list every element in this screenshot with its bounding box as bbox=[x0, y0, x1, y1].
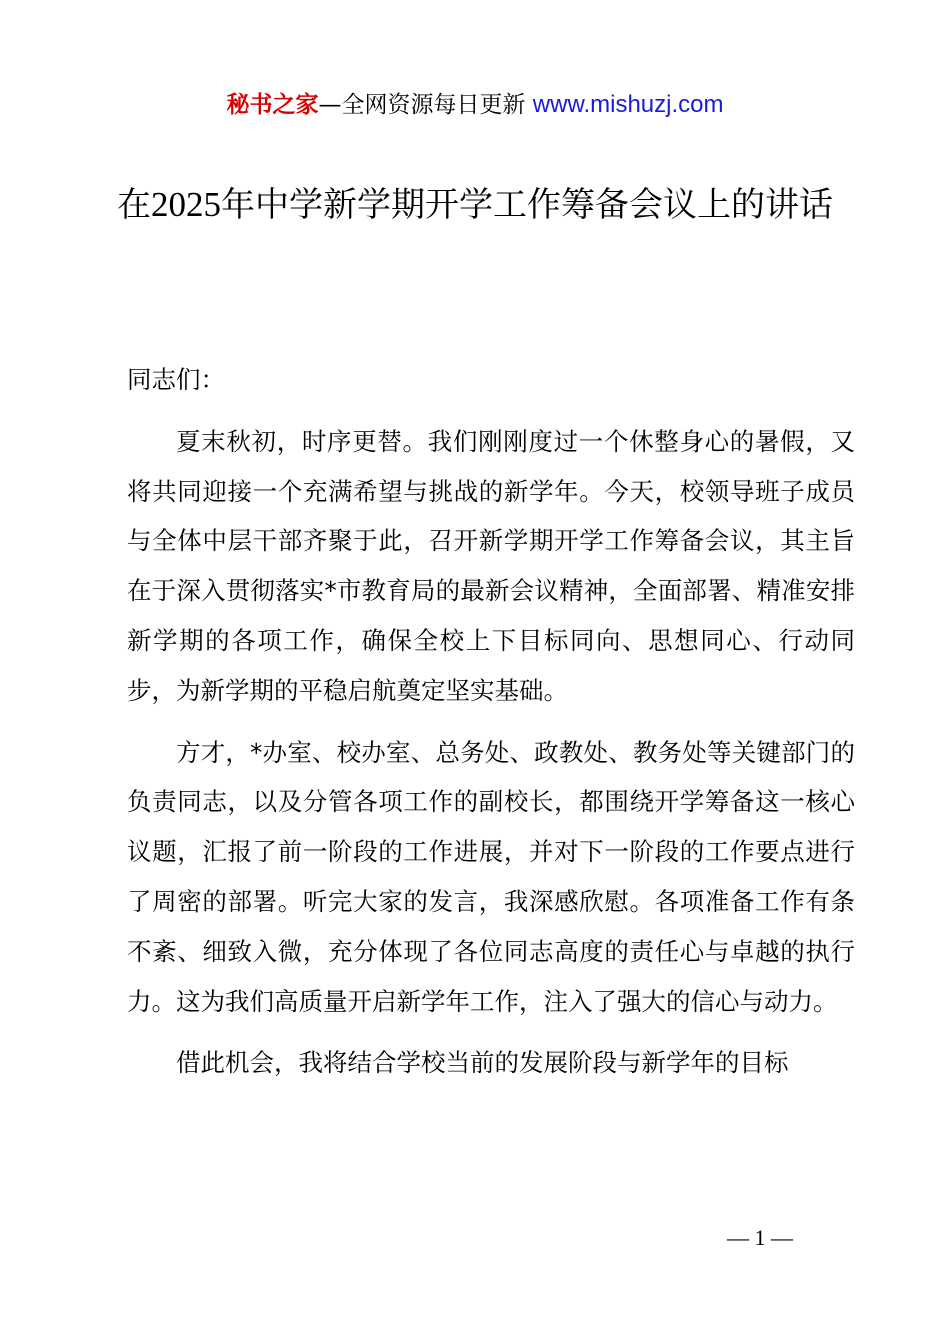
document-body bbox=[127, 355, 855, 1100]
title-rest: 年中学新学期开学工作筹备会议上的讲话 bbox=[221, 185, 833, 225]
site-header bbox=[0, 88, 950, 122]
paragraph-1: 夏末秋初，时序更替。我们刚刚度过一个休整身心的暑假，又将共同迎接一个充满希望与挑战的新学年。今天，校领导班子成员与全体中层干部齐聚于此，召开新学期开学工作筹备会议，其主旨在于深入贯彻落实*市教育局的最新会议精神，全面部署、精准安排新学期的各项工作，确保全校上下目标同向、思想同心、行动同步，为新学期的平稳启航奠定坚实基础。 bbox=[127, 426, 855, 705]
document-title bbox=[110, 180, 840, 230]
salutation: 同志们： bbox=[127, 365, 225, 394]
page-number: — 1 — bbox=[727, 1225, 793, 1250]
title-year: 2025 bbox=[151, 185, 221, 224]
title-prefix: 在 bbox=[117, 185, 151, 225]
paragraph-2: 方才，*办室、校办室、总务处、政教处、教务处等关键部门的负责同志，以及分管各项工作的副校长，都围绕开学筹备这一核心议题，汇报了前一阶段的工作进展，并对下一阶段的工作要点进行了周密的部署。听完大家的发言，我深感欣慰。各项准备工作有条不紊、细致入微，充分体现了各位同志高度的责任心与卓越的执行力。这为我们高质量开启新学年工作，注入了强大的信心与动力。 bbox=[127, 737, 855, 1016]
site-brand: 秘书之家 bbox=[226, 92, 319, 118]
site-slogan: —全网资源每日更新 bbox=[318, 92, 526, 118]
paragraph-3: 借此机会，我将结合学校当前的发展阶段与新学年的目标 bbox=[176, 1048, 789, 1078]
site-url-link[interactable]: www.mishuzj.com bbox=[532, 91, 724, 118]
